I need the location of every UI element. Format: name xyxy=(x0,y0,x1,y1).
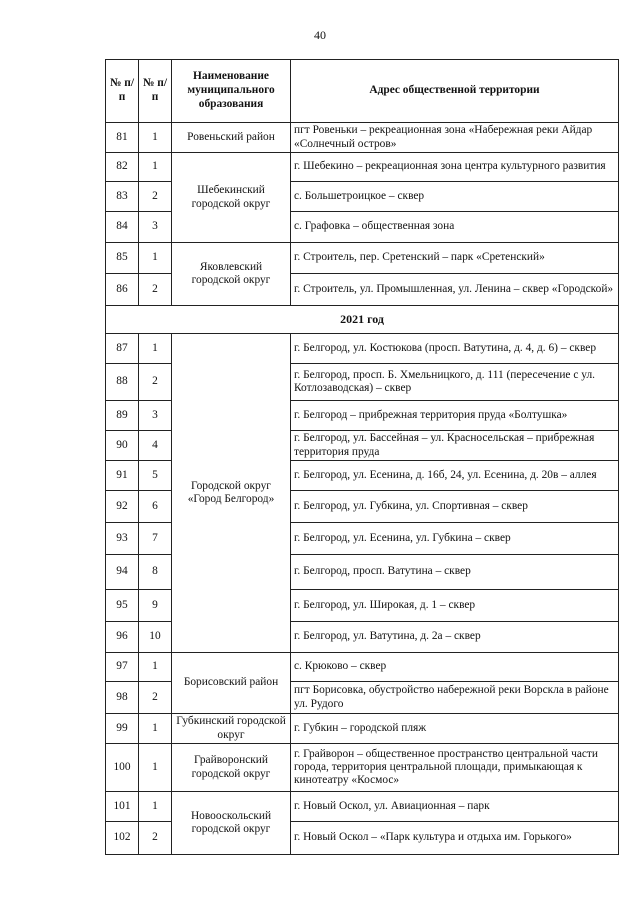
row-local-number: 2 xyxy=(139,364,172,401)
row-number: 95 xyxy=(106,590,139,622)
year-heading: 2021 год xyxy=(106,306,619,334)
municipality-cell: Яковлевский городской округ xyxy=(172,243,291,306)
row-local-number: 1 xyxy=(139,792,172,822)
row-number: 98 xyxy=(106,682,139,714)
row-number: 92 xyxy=(106,491,139,523)
address-cell: г. Белгород, ул. Есенина, д. 16б, 24, ул. Есенина, д. 20в – аллея xyxy=(291,461,619,491)
territories-table xyxy=(105,59,619,855)
row-number: 91 xyxy=(106,461,139,491)
municipality-cell: Борисовский район xyxy=(172,653,291,714)
row-number: 84 xyxy=(106,212,139,243)
row-local-number: 1 xyxy=(139,744,172,792)
row-local-number: 2 xyxy=(139,682,172,714)
header-num-local: № п/п xyxy=(139,60,172,123)
row-local-number: 1 xyxy=(139,714,172,744)
row-number: 100 xyxy=(106,744,139,792)
row-local-number: 1 xyxy=(139,153,172,182)
address-cell: пгт Ровеньки – рекреационная зона «Набережная реки Айдар «Солнечный остров» xyxy=(291,123,619,153)
header-address: Адрес общественной территории xyxy=(291,60,619,123)
address-cell: г. Белгород, ул. Бассейная – ул. Красносельская – прибрежная территория пруда xyxy=(291,431,619,461)
row-local-number: 4 xyxy=(139,431,172,461)
row-local-number: 3 xyxy=(139,401,172,431)
row-number: 87 xyxy=(106,334,139,364)
address-cell: г. Белгород, ул. Есенина, ул. Губкина – сквер xyxy=(291,523,619,555)
municipality-cell: Городской округ «Город Белгород» xyxy=(172,334,291,653)
address-cell: с. Графовка – общественная зона xyxy=(291,212,619,243)
row-number: 90 xyxy=(106,431,139,461)
address-cell: г. Грайворон – общественное пространство центральной части города, территория центральной площади, примыкающая к кинотеатру «Космос» xyxy=(291,744,619,792)
row-number: 93 xyxy=(106,523,139,555)
row-local-number: 3 xyxy=(139,212,172,243)
row-local-number: 10 xyxy=(139,622,172,653)
table-row xyxy=(106,792,619,822)
row-local-number: 2 xyxy=(139,182,172,212)
row-local-number: 1 xyxy=(139,334,172,364)
address-cell: г. Белгород, ул. Губкина, ул. Спортивная – сквер xyxy=(291,491,619,523)
row-number: 82 xyxy=(106,153,139,182)
row-number: 97 xyxy=(106,653,139,682)
address-cell: с. Большетроицкое – сквер xyxy=(291,182,619,212)
row-local-number: 2 xyxy=(139,274,172,306)
table-row xyxy=(106,243,619,274)
municipality-cell: Шебекинский городской округ xyxy=(172,153,291,243)
table-row xyxy=(106,153,619,182)
table-row xyxy=(106,744,619,792)
address-cell: г. Белгород, ул. Костюкова (просп. Ватутина, д. 4, д. 6) – сквер xyxy=(291,334,619,364)
address-cell: г. Строитель, пер. Сретенский – парк «Сретенский» xyxy=(291,243,619,274)
address-cell: пгт Борисовка, обустройство набережной реки Ворскла в районе ул. Рудого xyxy=(291,682,619,714)
header-municipality: Наименование муниципального образования xyxy=(172,60,291,123)
row-local-number: 1 xyxy=(139,123,172,153)
row-number: 81 xyxy=(106,123,139,153)
header-num-global: № п/п xyxy=(106,60,139,123)
row-local-number: 7 xyxy=(139,523,172,555)
table-header-row xyxy=(106,60,619,123)
year-row xyxy=(106,306,619,334)
table-row xyxy=(106,653,619,682)
address-cell: г. Белгород, ул. Ватутина, д. 2а – сквер xyxy=(291,622,619,653)
row-local-number: 1 xyxy=(139,243,172,274)
row-number: 83 xyxy=(106,182,139,212)
row-local-number: 5 xyxy=(139,461,172,491)
table-row xyxy=(106,334,619,364)
municipality-cell: Ровеньский район xyxy=(172,123,291,153)
address-cell: г. Новый Оскол – «Парк культура и отдыха им. Горького» xyxy=(291,822,619,855)
row-number: 88 xyxy=(106,364,139,401)
row-local-number: 6 xyxy=(139,491,172,523)
row-local-number: 2 xyxy=(139,822,172,855)
table-row xyxy=(106,714,619,744)
row-number: 86 xyxy=(106,274,139,306)
address-cell: г. Белгород, просп. Б. Хмельницкого, д. 111 (пересечение с ул. Котлозаводская) – сквер xyxy=(291,364,619,401)
page-number: 40 xyxy=(314,28,326,42)
address-cell: г. Губкин – городской пляж xyxy=(291,714,619,744)
address-cell: с. Крюково – сквер xyxy=(291,653,619,682)
address-cell: г. Белгород, ул. Широкая, д. 1 – сквер xyxy=(291,590,619,622)
row-number: 94 xyxy=(106,555,139,590)
row-local-number: 1 xyxy=(139,653,172,682)
row-local-number: 8 xyxy=(139,555,172,590)
row-number: 85 xyxy=(106,243,139,274)
row-number: 96 xyxy=(106,622,139,653)
municipality-cell: Новооскольский городской округ xyxy=(172,792,291,855)
municipality-cell: Губкинский городской округ xyxy=(172,714,291,744)
row-local-number: 9 xyxy=(139,590,172,622)
address-cell: г. Новый Оскол, ул. Авиационная – парк xyxy=(291,792,619,822)
address-cell: г. Шебекино – рекреационная зона центра культурного развития xyxy=(291,153,619,182)
row-number: 101 xyxy=(106,792,139,822)
address-cell: г. Белгород – прибрежная территория пруда «Болтушка» xyxy=(291,401,619,431)
municipality-cell: Грайворонский городской округ xyxy=(172,744,291,792)
row-number: 89 xyxy=(106,401,139,431)
table-row xyxy=(106,123,619,153)
address-cell: г. Белгород, просп. Ватутина – сквер xyxy=(291,555,619,590)
row-number: 99 xyxy=(106,714,139,744)
address-cell: г. Строитель, ул. Промышленная, ул. Ленина – сквер «Городской» xyxy=(291,274,619,306)
row-number: 102 xyxy=(106,822,139,855)
